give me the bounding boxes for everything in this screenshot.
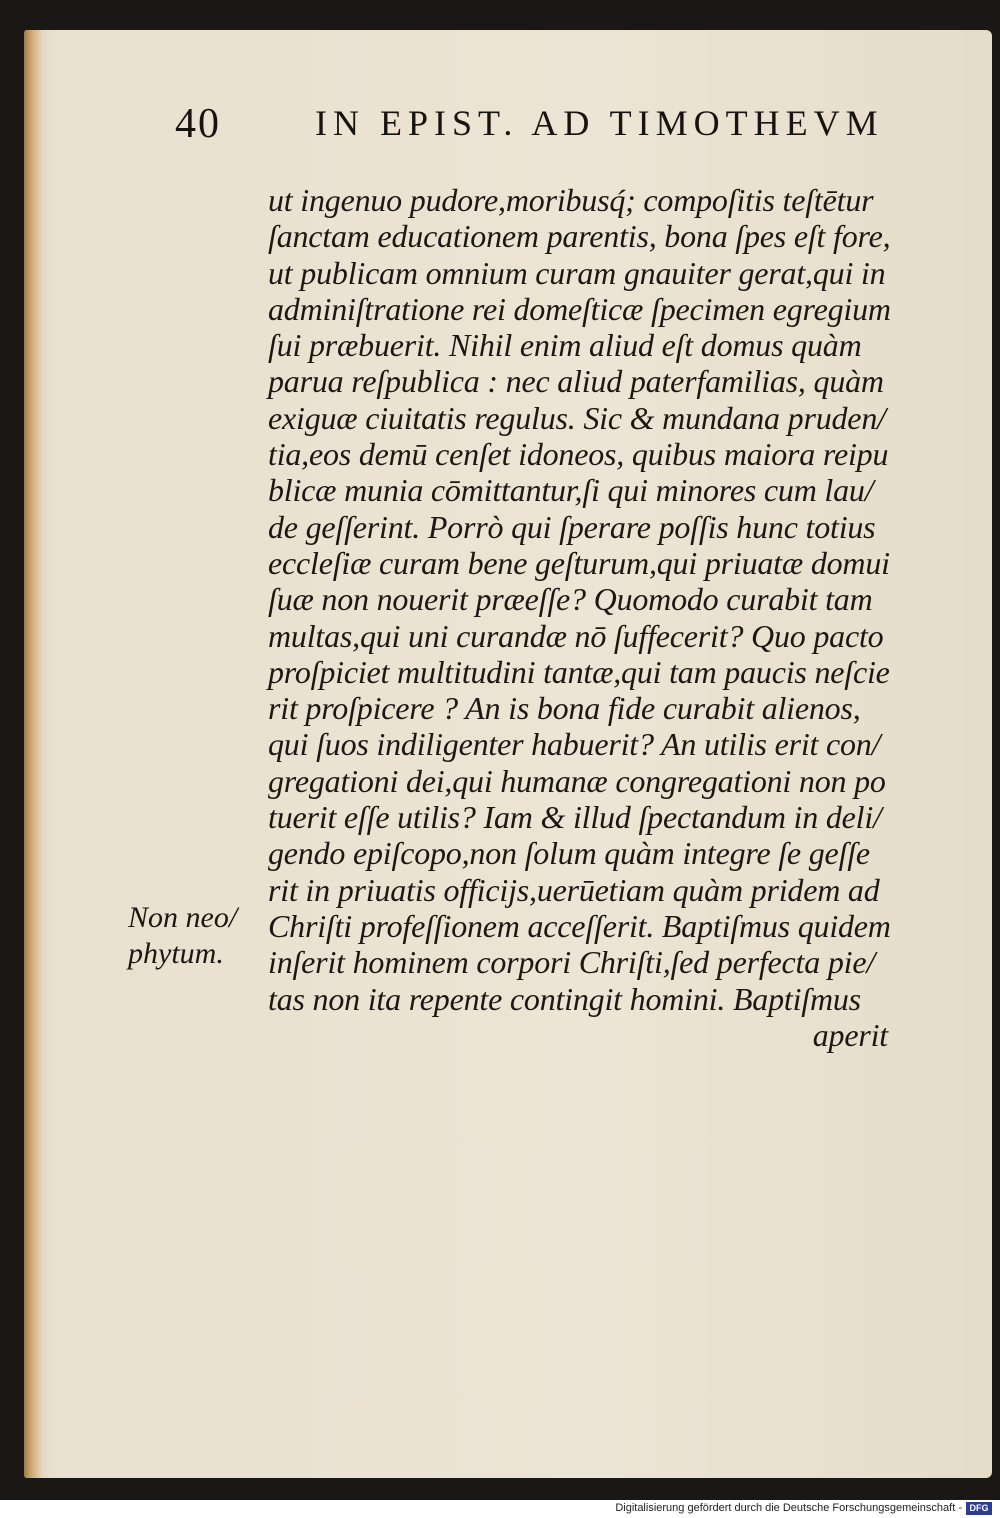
text-line: ut ingenuo pudore,moribusq́; compoſitis teſtētur <box>268 182 874 218</box>
text-line: proſpiciet multitudini tantæ,qui tam paucis neſcie <box>268 653 890 690</box>
text-line: inſerit hominem corpori Chriſti,ſed perfecta pie/ <box>268 944 876 981</box>
text-line: ſui præbuerit. Nihil enim aliud eſt domus quàm <box>268 327 862 364</box>
body-text <box>268 182 918 1053</box>
text-line: rit proſpicere ? An is bona fide curabit alienos, <box>268 690 861 727</box>
text-line: ut publicam omnium curam gnauiter gerat,qui in <box>268 254 886 291</box>
text-line: tuerit eſſe utilis? Iam & illud ſpectandum in deli/ <box>268 799 882 836</box>
marginal-note-line: phytum. <box>128 937 224 970</box>
text-line: blicæ munia cōmittantur,ſi qui minores cum lau/ <box>268 472 874 509</box>
page-edge <box>24 30 42 1478</box>
running-title: IN EPIST. AD TIMOTHEVM <box>315 103 884 143</box>
text-line: parua reſpublica : nec aliud paterfamilias, quàm <box>268 363 884 400</box>
text-line: ſuæ non nouerit præeſſe? Quomodo curabit tam <box>268 581 873 618</box>
text-line: ſanctam educationem parentis, bona ſpes eſt fore, <box>268 218 891 255</box>
text-line: rit in priuatis officijs,uerūetiam quàm pridem ad <box>268 871 880 908</box>
text-line: eccleſiæ curam bene geſturum,qui priuatæ domui <box>268 544 890 581</box>
text-line: tia,eos demū cenſet idoneos, quibus maiora reipu <box>268 436 889 473</box>
running-head <box>175 100 935 170</box>
text-line: gregationi dei,qui humanæ congregationi non po <box>268 762 886 799</box>
text-line: tas non ita repente contingit homini. Baptiſmus <box>268 980 861 1017</box>
catchword: aperit <box>812 1016 888 1053</box>
text-line: qui ſuos indiligenter habuerit? An utilis erit con/ <box>268 726 881 763</box>
marginal-note-line: Non neo/ <box>128 901 238 934</box>
text-line: Chriſti profeſſionem acceſſerit. Baptiſmus quidem <box>268 907 891 944</box>
text-line: adminiſtratione rei domeſticæ ſpecimen egregium <box>268 290 891 327</box>
footer-bar <box>0 1500 1000 1518</box>
text-line: multas,qui uni curandæ nō ſuffecerit? Quo pacto <box>268 617 884 654</box>
text-line: gendo epiſcopo,non ſolum quàm integre ſe geſſe <box>268 835 870 872</box>
page-number: 40 <box>175 101 221 147</box>
dfg-logo: DFG <box>966 1502 992 1515</box>
text-line: de geſſerint. Porrò qui ſperare poſſis hunc totius <box>268 508 876 545</box>
text-line: exiguæ ciuitatis regulus. Sic & mundana pruden/ <box>268 399 886 436</box>
funding-credit: Digitalisierung gefördert durch die Deutsche Forschungsgemeinschaft - <box>615 1502 962 1514</box>
marginal-note <box>128 900 268 972</box>
